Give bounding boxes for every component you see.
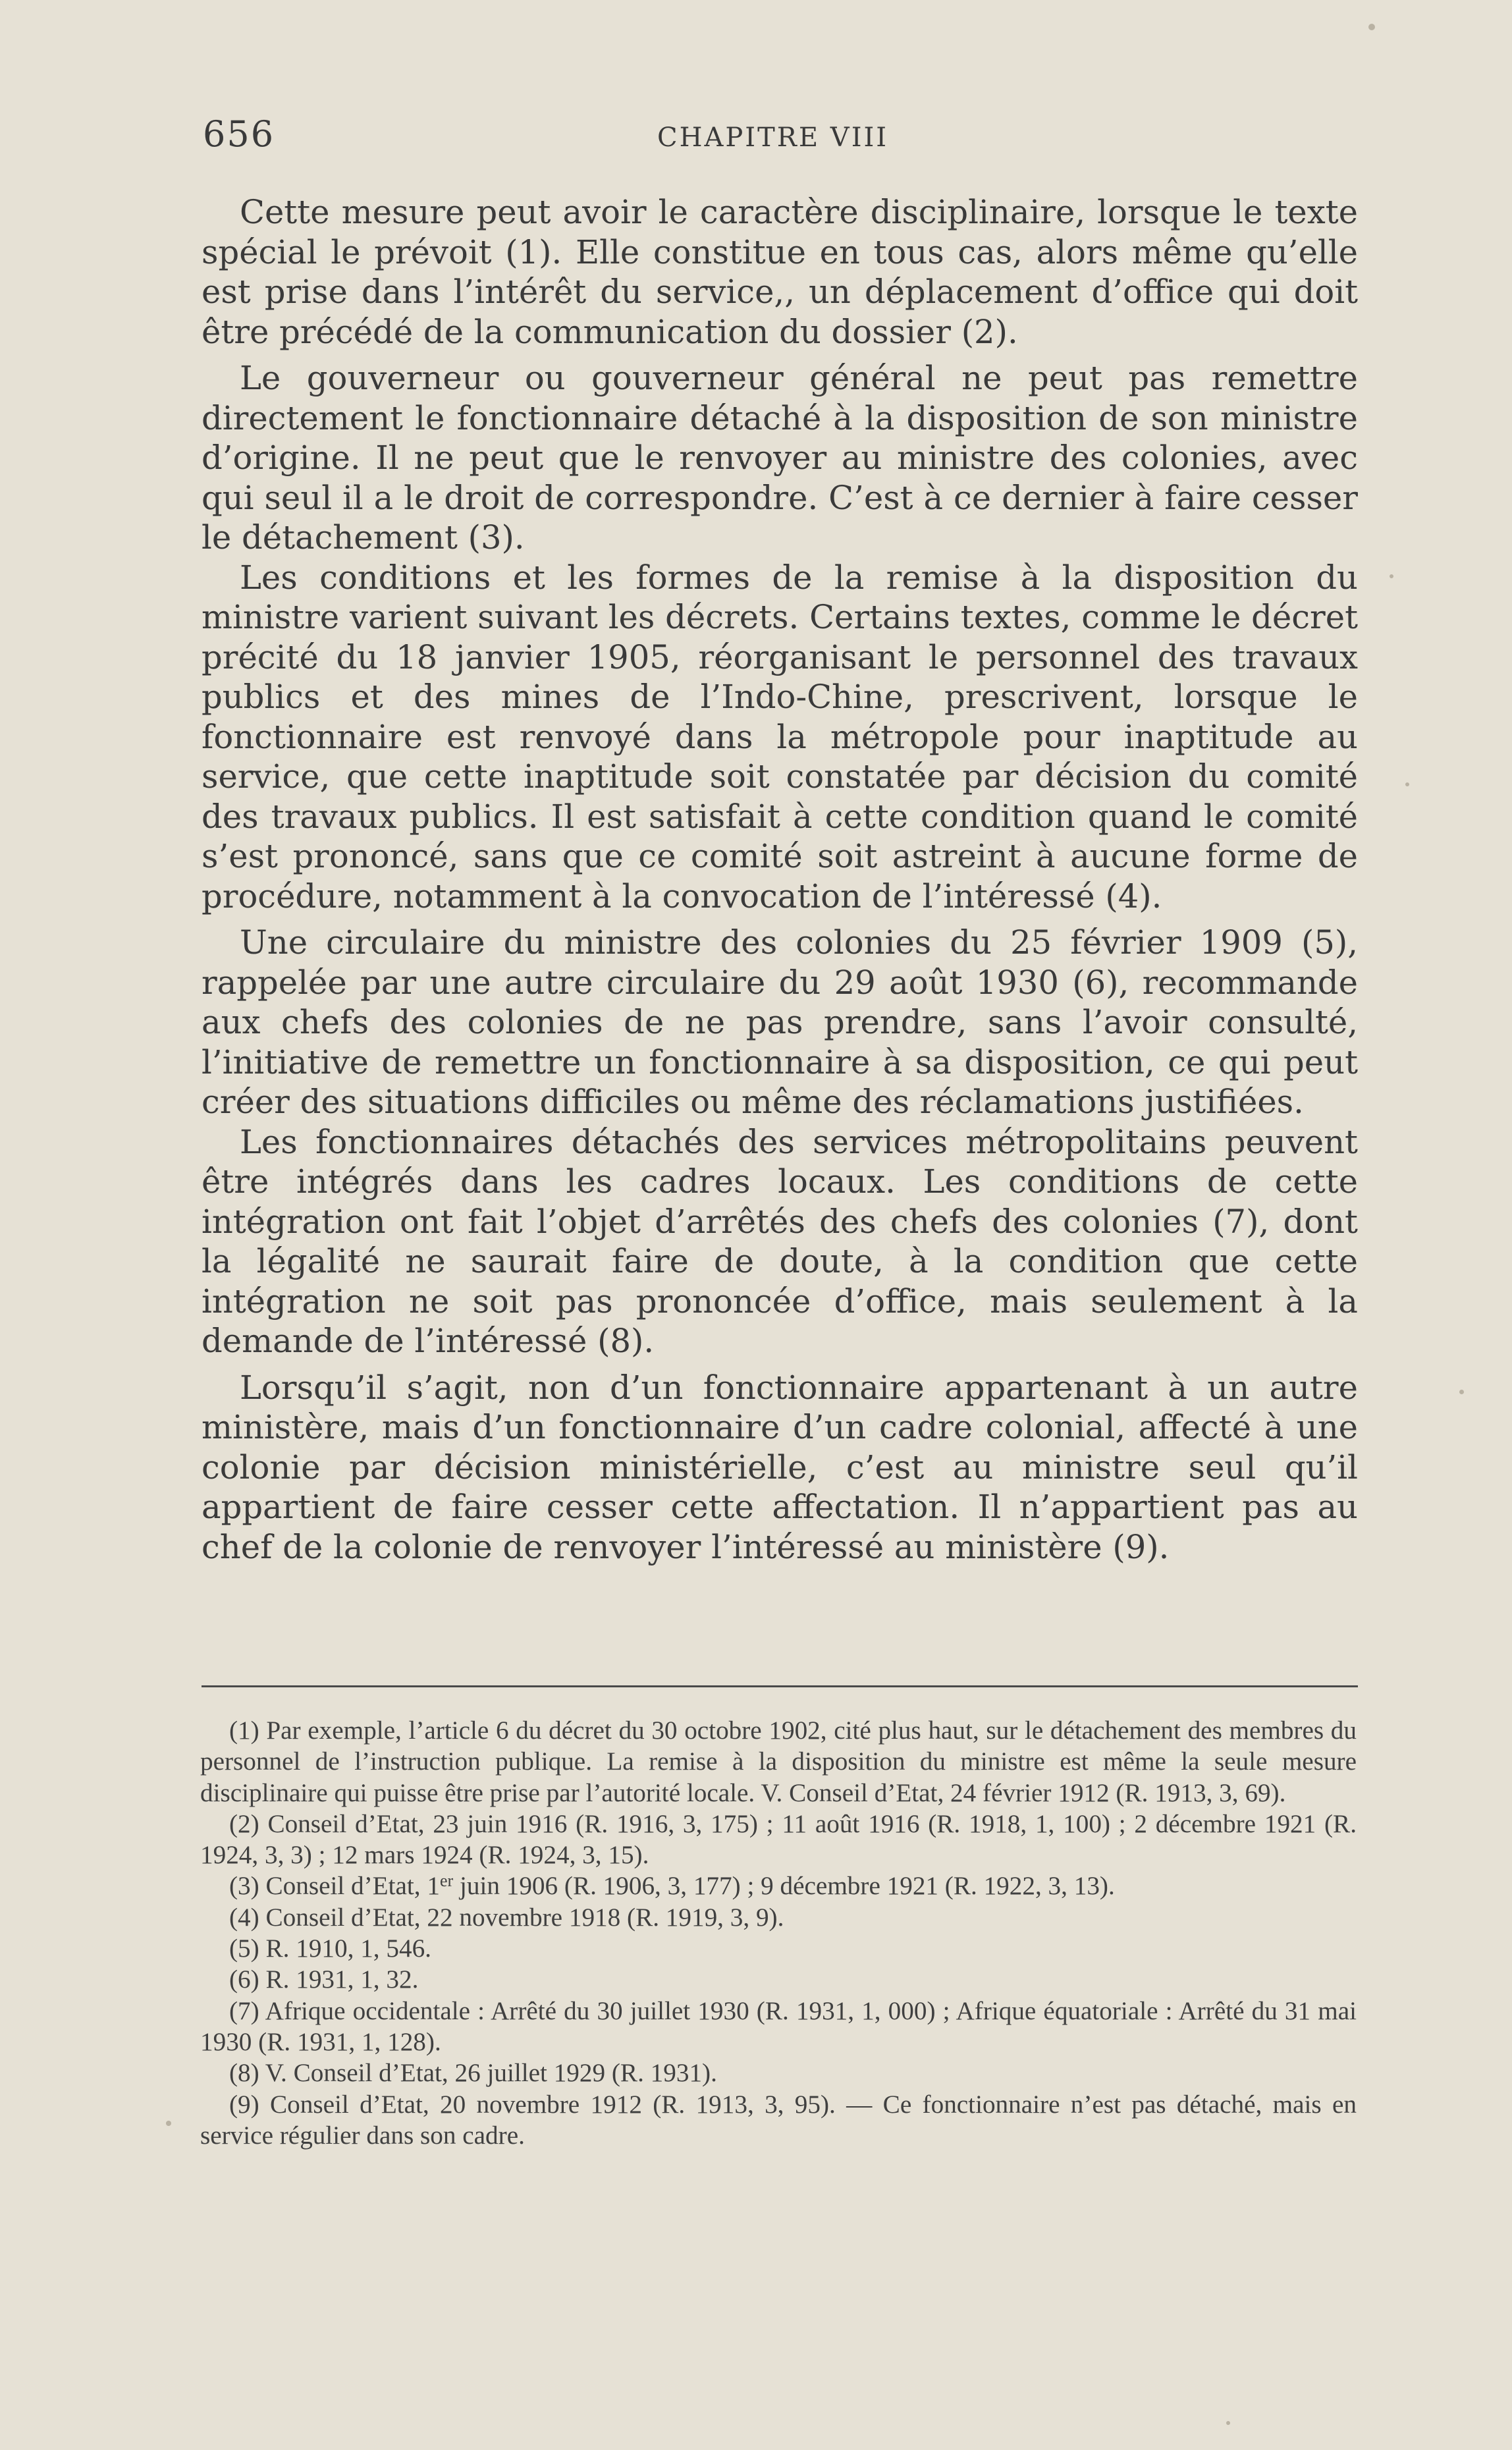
- paragraph: Les fonctionnaires détachés des services métropolitains peuvent être intégrés dans les cadres locaux. Les conditions de cette intégration ont fait l’objet d’arrêtés des chefs des colonies (7), dont la légalité ne saurait faire de doute, à la condition que cette intégration ne soit pas prononcée d’office, mais seulement à la demande de l’intéressé (8).: [202, 1122, 1358, 1360]
- paper-speck: [1405, 782, 1409, 786]
- footnote-divider: [202, 1685, 1358, 1687]
- paper-speck: [1459, 1390, 1464, 1394]
- chapter-title: CHAPITRE VIII: [657, 122, 889, 153]
- paragraph: Une circulaire du ministre des colonies du 25 février 1909 (5), rappelée par une autre circulaire du 29 août 1930 (6), recommande aux chefs des colonies de ne pas prendre, sans l’avoir consulté, l’initiative de remettre un fonctionnaire à sa disposition, ce qui peut créer des situations difficiles ou même des réclamations justifiées.: [202, 923, 1358, 1121]
- paper-speck: [1390, 574, 1393, 578]
- footnote-3-ordinal: er: [439, 1871, 454, 1891]
- footnote-6: (6) R. 1931, 1, 32.: [229, 1965, 419, 1994]
- footnote-5: (5) R. 1910, 1, 546.: [229, 1934, 431, 1963]
- paper-speck: [1368, 24, 1375, 30]
- footnotes: [200, 1715, 1357, 2151]
- footnote-4: (4) Conseil d’Etat, 22 novembre 1918 (R. 1919, 3, 9).: [229, 1903, 784, 1932]
- paragraph: Le gouverneur ou gouverneur général ne peut pas remettre directement le fonctionnaire détaché à la disposition de son ministre d’origine. Il ne peut que le renvoyer au ministre des colonies, avec qui seul il a le droit de correspondre. C’est à ce dernier à faire cesser le détachement (3).: [202, 359, 1358, 557]
- main-text: [202, 192, 1358, 1567]
- footnote-3-end: juin 1906 (R. 1906, 3, 177) ; 9 décembre 1921 (R. 1922, 3, 13).: [453, 1872, 1115, 1901]
- footnote-1: (1) Par exemple, l’article 6 du décret du 30 octobre 1902, cité plus haut, sur le détachement des membres du personnel de l’instruction publique. La remise à la disposition du ministre est même la seule mesure disciplinaire qui puisse être prise par l’autorité locale. V. Conseil d’Etat, 24 février 1912 (R. 1913, 3, 69).: [200, 1716, 1357, 1807]
- paragraph: Les conditions et les formes de la remise à la disposition du ministre varient suivant les décrets. Certains textes, comme le décret précité du 18 janvier 1905, réorganisant le personnel des travaux publics et des mines de l’Indo-Chine, prescrivent, lorsque le fonctionnaire est renvoyé dans la métropole pour inaptitude au service, que cette inaptitude soit constatée par décision du comité des travaux publics. Il est satisfait à cette condition quand le comité s’est prononcé, sans que ce comité soit astreint à aucune forme de procédure, notamment à la convocation de l’intéressé (4).: [202, 558, 1358, 915]
- footnote-2: (2) Conseil d’Etat, 23 juin 1916 (R. 1916, 3, 175) ; 11 août 1916 (R. 1918, 1, 100) ; 2 décembre 1921 (R. 1924, 3, 3) ; 12 mars 1924 (R. 1924, 3, 15).: [200, 1809, 1357, 1870]
- footnote-7: (7) Afrique occidentale : Arrêté du 30 juillet 1930 (R. 1931, 1, 000) ; Afrique équatoriale : Arrêté du 31 mai 1930 (R. 1931, 1, 128).: [200, 1996, 1357, 2056]
- paper-speck: [166, 2121, 171, 2126]
- paragraph: Lorsqu’il s’agit, non d’un fonctionnaire appartenant à un autre ministère, mais d’un fonctionnaire d’un cadre colonial, affecté à une colonie par décision ministérielle, c’est au ministre seul qu’il appartient de faire cesser cette affectation. Il n’appartient pas au chef de la colonie de renvoyer l’intéressé au ministère (9).: [202, 1368, 1358, 1566]
- footnote-9: (9) Conseil d’Etat, 20 novembre 1912 (R. 1913, 3, 95). — Ce fonctionnaire n’est pas détaché, mais en service régulier dans son cadre.: [200, 2090, 1357, 2150]
- running-head: [203, 113, 1357, 159]
- footnote-8: (8) V. Conseil d’Etat, 26 juillet 1929 (R. 1931).: [229, 2059, 717, 2088]
- footnote-3-start: (3) Conseil d’Etat, 1: [229, 1872, 440, 1901]
- page-number: 656: [203, 113, 275, 155]
- footnote-3: [200, 1870, 1357, 1901]
- paragraph: Cette mesure peut avoir le caractère disciplinaire, lorsque le texte spécial le prévoit (1). Elle constitue en tous cas, alors même qu’elle est prise dans l’intérêt du service,, un déplacement d’office qui doit être précédé de la communication du dossier (2).: [202, 193, 1358, 351]
- paper-speck: [1226, 2421, 1230, 2425]
